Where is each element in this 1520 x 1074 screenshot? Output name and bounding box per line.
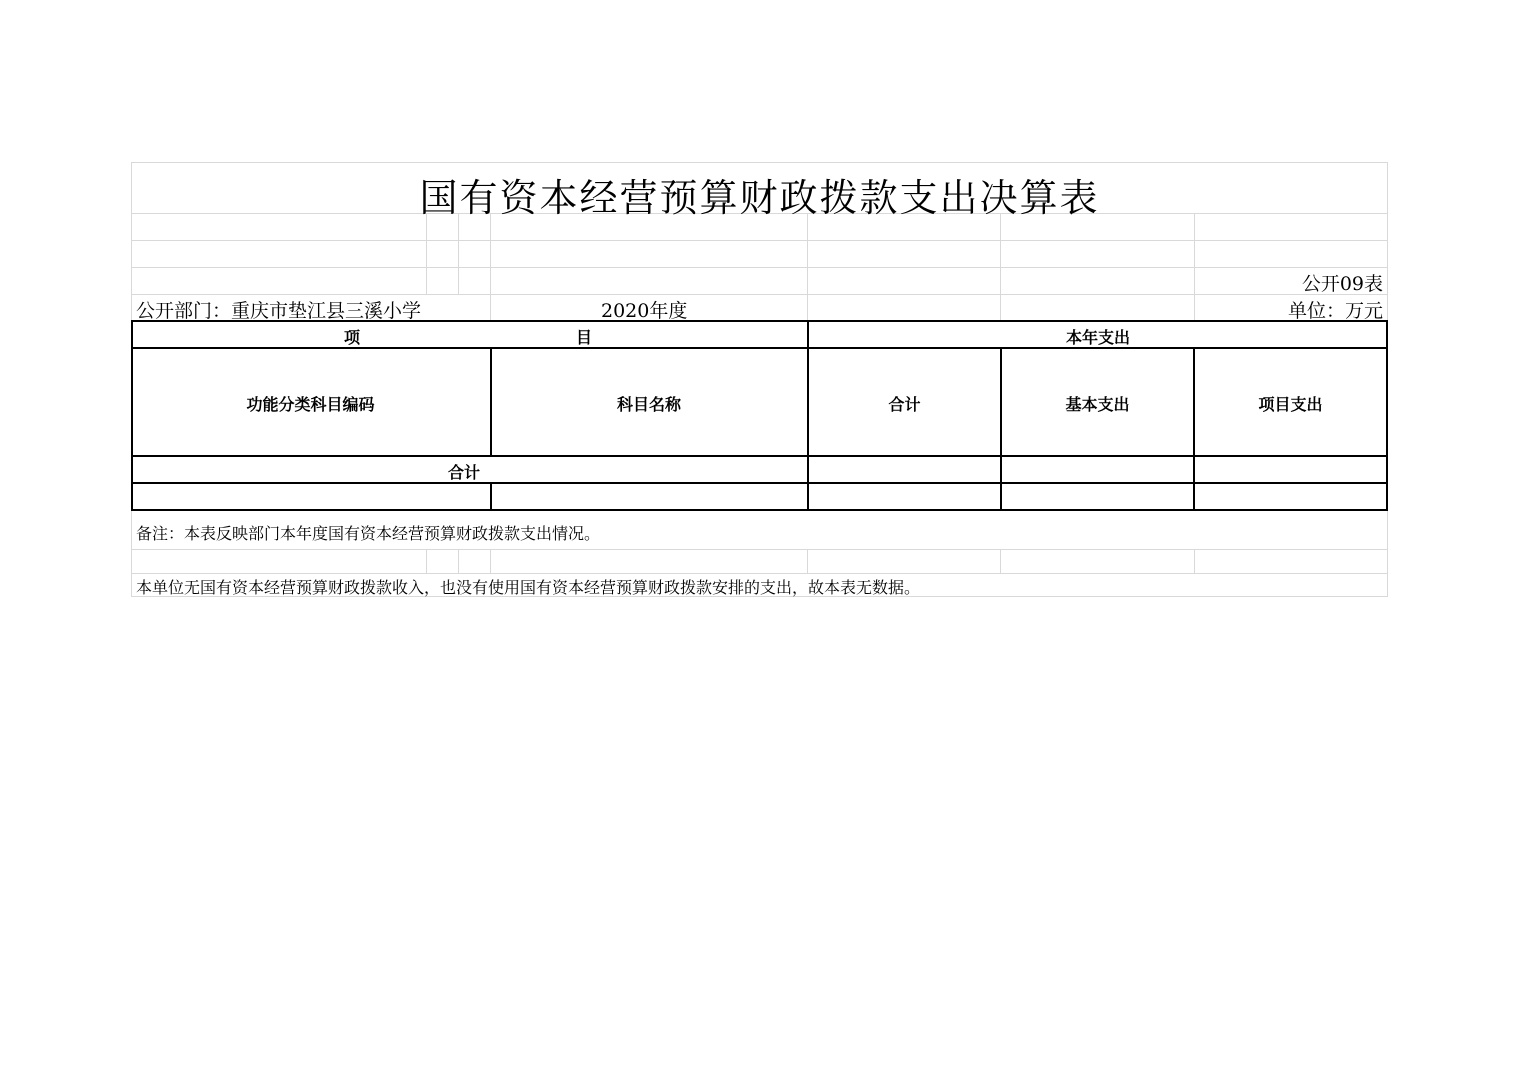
- unit-label: 单位：万元: [1287, 300, 1383, 322]
- header-subject-name: 科目名称: [616, 395, 681, 414]
- header-function-code: 功能分类科目编码: [246, 395, 375, 414]
- footnote: 备注：本表反映部门本年度国有资本经营预算财政拨款支出情况。: [136, 524, 601, 543]
- header-basic-expenditure: 基本支出: [1065, 395, 1130, 414]
- fiscal-year: 2020年度: [601, 300, 688, 322]
- no-data-note: 本单位无国有资本经营预算财政拨款收入，也没有使用国有资本经营预算财政拨款安排的支出，故本表无数据。: [136, 578, 921, 597]
- header-project-expenditure: 项目支出: [1258, 395, 1323, 414]
- header-mu: 目: [576, 328, 593, 347]
- header-xiang: 项: [344, 328, 361, 347]
- header-total: 合计: [888, 395, 921, 414]
- total-row-label: 合计: [448, 463, 481, 482]
- page-title: 国有资本经营预算财政拨款支出决算表: [419, 176, 1100, 220]
- form-number: 公开09表: [1301, 273, 1383, 295]
- department-label: 公开部门：重庆市垫江县三溪小学: [136, 300, 422, 322]
- header-current-year-expenditure: 本年支出: [1065, 328, 1130, 347]
